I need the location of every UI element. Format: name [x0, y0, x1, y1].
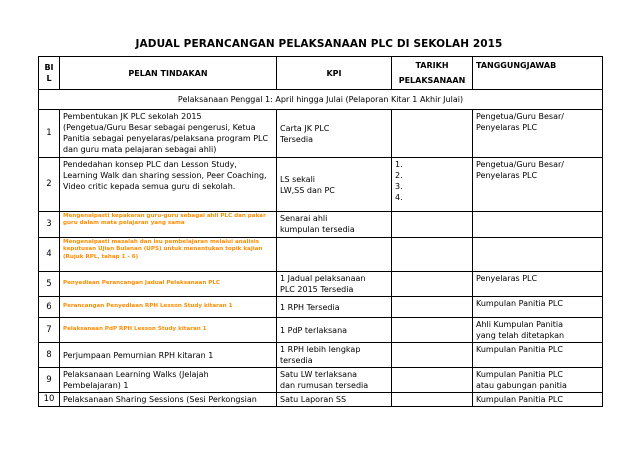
section-row [39, 90, 603, 110]
row-number: 4 [39, 238, 60, 272]
row-kpi: Carta JK PLC Tersedia [277, 110, 392, 158]
row-number: 8 [39, 343, 60, 368]
table-row [39, 393, 603, 407]
row-number: 6 [39, 297, 60, 318]
row-kpi: Senarai ahli kumpulan tersedia [277, 212, 392, 238]
table-row [39, 238, 603, 272]
row-kpi: 1 PdP terlaksana [277, 318, 392, 343]
row-tanggungjawab: Ahli Kumpulan Panitia yang telah ditetapkan [473, 318, 603, 343]
row-tanggungjawab: Kumpulan Panitia PLC [473, 343, 603, 368]
row-tanggungjawab [473, 212, 603, 238]
page-title: JADUAL PERANCANGAN PELAKSANAAN PLC DI SEKOLAH 2015 [135, 38, 503, 50]
row-kpi [277, 238, 392, 272]
row-kpi: 1 RPH lebih lengkap tersedia [277, 343, 392, 368]
table-row [39, 343, 603, 368]
row-tarikh [392, 393, 473, 407]
row-pelan: Perjumpaan Pemurnian RPH kitaran 1 [60, 343, 277, 368]
row-pelan: Mengenalpasti kepakaran guru-guru sebagai ahli PLC dan pakar guru dalam mata pelajaran yang sama [60, 212, 277, 238]
header-kpi: KPI [277, 57, 392, 90]
row-tarikh: 1. 2. 3. 4. [392, 158, 473, 212]
row-tanggungjawab: Penyelaras PLC [473, 272, 603, 297]
table-row [39, 368, 603, 393]
row-pelan: Pembentukan JK PLC sekolah 2015 (Pengetua/Guru Besar sebagai pengerusi, Ketua Panitia sebagai penyelaras/pelaksana program PLC dan guru mata pelajaran sebagai ahli) [60, 110, 277, 158]
row-number: 5 [39, 272, 60, 297]
row-pelan: Penyediaan Perancangan Jadual Pelaksanaan PLC [60, 272, 277, 297]
row-tarikh [392, 343, 473, 368]
section-label: Pelaksanaan Penggal 1: April hingga Julai (Pelaporan Kitar 1 Akhir Julai) [39, 90, 603, 110]
row-kpi: Satu Laporan SS [277, 393, 392, 407]
table-row [39, 272, 603, 297]
row-pelan: Pelaksanaan PdP RPH Lesson Study kitaran 1 [60, 318, 277, 343]
row-kpi: 1 RPH Tersedia [277, 297, 392, 318]
table-row [39, 297, 603, 318]
row-tarikh [392, 318, 473, 343]
row-number: 3 [39, 212, 60, 238]
table-row [39, 212, 603, 238]
row-kpi: LS sekali LW,SS dan PC [277, 158, 392, 212]
plan-table [38, 56, 603, 407]
row-tanggungjawab [473, 238, 603, 272]
row-number: 9 [39, 368, 60, 393]
row-kpi: 1 Jadual pelaksanaan PLC 2015 Tersedia [277, 272, 392, 297]
header-tanggungjawab: TANGGUNGJAWAB [473, 57, 603, 90]
row-tanggungjawab: Kumpulan Panitia PLC [473, 297, 603, 318]
row-number: 1 [39, 110, 60, 158]
table-row [39, 158, 603, 212]
table-row [39, 110, 603, 158]
row-pelan: Pelaksanaan Sharing Sessions (Sesi Perkongsian [60, 393, 277, 407]
row-kpi: Satu LW terlaksana dan rumusan tersedia [277, 368, 392, 393]
row-tanggungjawab: Kumpulan Panitia PLC atau gabungan panitia [473, 368, 603, 393]
row-tanggungjawab: Pengetua/Guru Besar/ Penyelaras PLC [473, 110, 603, 158]
table-row [39, 318, 603, 343]
row-tanggungjawab: Kumpulan Panitia PLC [473, 393, 603, 407]
row-pelan: Mengenalpasti masalah dan isu pembelajaran melalui analisis keputusan Ujian Bulanan (UPS) untuk menentukan topik kajian (Rujuk RPL, tahap 1 - 6) [60, 238, 277, 272]
row-pelan: Pelaksanaan Learning Walks (Jelajah Pembelajaran) 1 [60, 368, 277, 393]
row-tarikh [392, 110, 473, 158]
row-tarikh [392, 297, 473, 318]
table-header-row [39, 57, 603, 90]
row-number: 2 [39, 158, 60, 212]
header-pelan: PELAN TINDAKAN [60, 57, 277, 90]
row-tarikh [392, 238, 473, 272]
header-tarikh: TARIKH PELAKSANAAN [392, 57, 473, 90]
row-pelan: Pendedahan konsep PLC dan Lesson Study, Learning Walk dan sharing session, Peer Coaching, Video critic kepada semua guru di sekolah. [60, 158, 277, 212]
row-number: 7 [39, 318, 60, 343]
row-tarikh [392, 368, 473, 393]
row-pelan: Perancangan Penyediaan RPH Lesson Study kitaran 1 [60, 297, 277, 318]
row-tanggungjawab: Pengetua/Guru Besar/ Penyelaras PLC [473, 158, 603, 212]
row-tarikh [392, 212, 473, 238]
header-bil: BIL [39, 57, 60, 90]
row-tarikh [392, 272, 473, 297]
row-number: 10 [39, 393, 60, 407]
